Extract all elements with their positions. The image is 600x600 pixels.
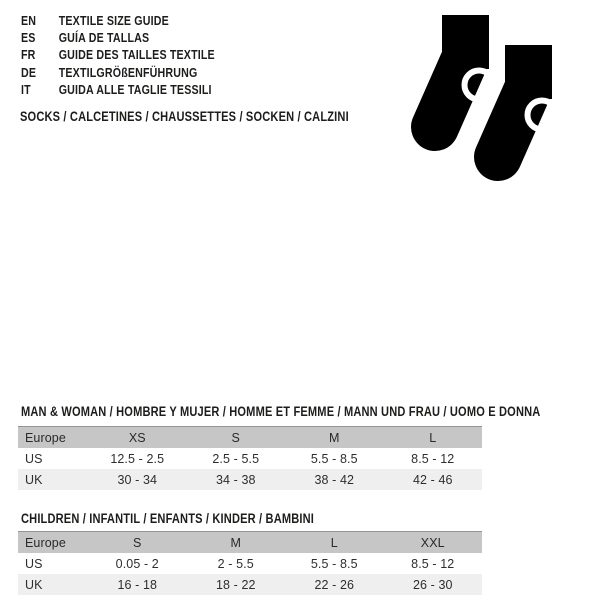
- language-label: GUIDE DES TAILLES TEXTILE: [58, 47, 215, 63]
- size-value: 26 - 30: [412, 577, 453, 592]
- size-value: 12.5 - 2.5: [110, 451, 165, 466]
- row-label: US: [25, 556, 43, 571]
- sock-front: [498, 45, 557, 157]
- language-code: DE: [21, 64, 37, 80]
- language-label: TEXTILE SIZE GUIDE: [58, 13, 169, 28]
- row-label: UK: [25, 577, 43, 592]
- language-code: ES: [21, 30, 36, 46]
- table-header-row: [18, 531, 482, 553]
- size-value: 5.5 - 8.5: [310, 556, 358, 571]
- column-header-m: M: [328, 430, 340, 445]
- size-value: 38 - 42: [314, 472, 355, 487]
- column-header-m: M: [230, 535, 241, 550]
- size-value: 30 - 34: [117, 472, 158, 487]
- column-header-europe: Europe: [25, 430, 66, 445]
- size-value: 0.05 - 2: [115, 556, 159, 571]
- socks-icon: [405, 15, 557, 181]
- column-header-s: S: [231, 430, 240, 445]
- table-header-row: [18, 426, 482, 448]
- size-table-children: [18, 531, 482, 595]
- language-row-it: [21, 81, 415, 98]
- table-row-us: [18, 448, 482, 469]
- size-value: 42 - 46: [412, 472, 453, 487]
- table-title-children: CHILDREN / INFANTIL / ENFANTS / KINDER / BAMBINI: [21, 511, 315, 526]
- language-code: FR: [21, 47, 36, 63]
- language-label: GUÍA DE TALLAS: [58, 30, 150, 46]
- table-row-uk: [18, 574, 482, 595]
- table-row-us: [18, 553, 482, 574]
- size-value: 16 - 18: [117, 577, 158, 592]
- size-value: 22 - 26: [314, 577, 355, 592]
- language-list: [21, 12, 415, 98]
- row-label: UK: [25, 472, 43, 487]
- size-table-man-woman: [18, 426, 482, 490]
- column-header-l: L: [429, 430, 437, 445]
- size-value: 34 - 38: [215, 472, 256, 487]
- language-row-fr: [21, 46, 415, 63]
- column-header-xs: XS: [128, 430, 146, 445]
- size-value: 2.5 - 5.5: [212, 451, 260, 466]
- size-value: 8.5 - 12: [411, 451, 455, 466]
- column-header-l: L: [330, 535, 338, 550]
- language-label: GUIDA ALLE TAGLIE TESSILI: [58, 81, 212, 97]
- size-value: 18 - 22: [215, 577, 256, 592]
- language-code: EN: [21, 13, 37, 28]
- table-title-man-woman: MAN & WOMAN / HOMBRE Y MUJER / HOMME ET FEMME / MANN UND FRAU / UOMO E DONNA: [21, 404, 541, 419]
- sock-back: [435, 15, 494, 127]
- size-value: 5.5 - 8.5: [310, 451, 358, 466]
- table-row-uk: [18, 469, 482, 490]
- language-row-de: [21, 64, 415, 81]
- language-row-es: [21, 29, 415, 46]
- language-code: IT: [21, 81, 31, 97]
- category-title: SOCKS / CALCETINES / CHAUSSETTES / SOCKEN / CALZINI: [20, 109, 349, 124]
- column-header-s: S: [133, 535, 142, 550]
- row-label: US: [25, 451, 43, 466]
- column-header-xxl: XXL: [420, 535, 445, 550]
- size-value: 8.5 - 12: [411, 556, 455, 571]
- language-row-en: [21, 12, 415, 29]
- column-header-europe: Europe: [25, 535, 66, 550]
- language-label: TEXTILGRÖßENFÜHRUNG: [58, 64, 198, 80]
- size-value: 2 - 5.5: [217, 556, 254, 571]
